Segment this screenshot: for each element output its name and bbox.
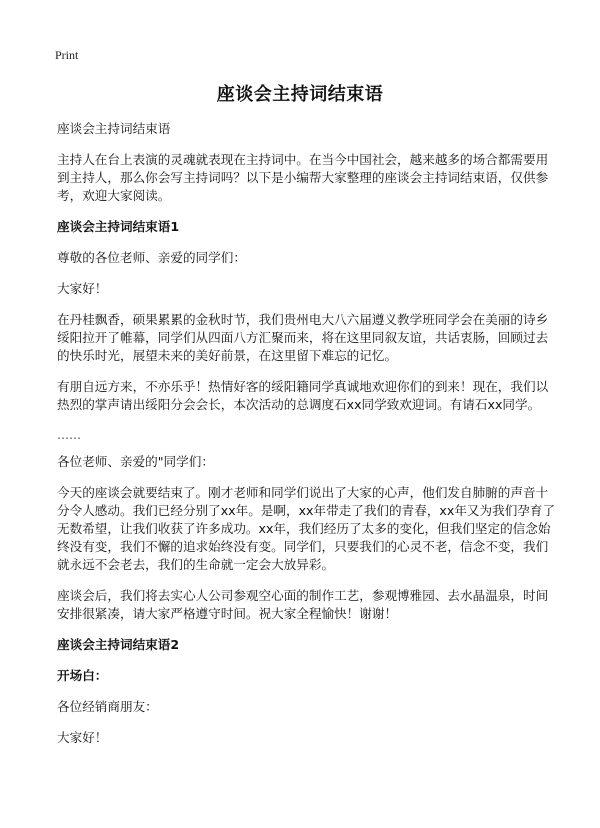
paragraph-closing: 今天的座谈会就要结束了。刚才老师和同学们说出了大家的心声，他们发自肺腑的声音十分令人感动。我们已经分别了xx年。是啊，xx年带走了我们的青春，xx年又为我们孕育了无数希望，让我们收获了许多成功。xx年，我们经历了太多的变化，但我们坚定的信念始终没有变，我们不懈的追求始终没有变。同学们，只要我们的心灵不老，信念不变，我们就永远不会老去，我们的生命就一定会大放异彩。: [57, 485, 556, 572]
ellipsis: ……: [57, 428, 81, 442]
paragraph-intro: 主持人在台上表演的灵魂就表现在主持词中。在当今中国社会，越来越多的场合都需要用到主持人，那么你会写主持词吗？以下是小编帮大家整理的座谈会主持词结束语，仅供参考，欢迎大家阅读。: [57, 152, 549, 203]
section-heading-1: 座谈会主持词结束语1: [57, 219, 180, 234]
paragraph-schedule: 座谈会后，我们将去实心人公司参观空心面的制作工艺，参观博雅园、去水晶温泉，时间安排很紧凑，请大家严格遵守时间。祝大家全程愉快！谢谢！: [57, 588, 549, 621]
paragraph-greeting: 大家好！: [57, 281, 108, 296]
paragraph-salutation: 尊敬的各位老师、亲爱的同学们：: [57, 250, 246, 265]
opening-remarks-heading: 开场白：: [57, 668, 108, 683]
print-link[interactable]: Print: [55, 48, 79, 62]
paragraph-greeting-2: 大家好！: [57, 730, 108, 745]
paragraph-opening: 在丹桂飘香，硕果累累的金秋时节，我们贵州电大八六届遵义教学班同学会在美丽的诗乡绥阳拉开了帷幕，同学们从四面八方汇聚而来，将在这里同叙友谊，共话衷肠，回顾过去的快乐时光，展望未来的美好前景，在这里留下难忘的记忆。: [57, 312, 549, 363]
paragraph-dealers: 各位经销商朋友：: [57, 699, 158, 714]
paragraph-salutation-2: 各位老师、亲爱的"同学们：: [57, 454, 214, 469]
article-body: [57, 120, 557, 760]
paragraph-subtitle: 座谈会主持词结束语: [57, 121, 171, 136]
page-title: 座谈会主持词结束语: [216, 84, 384, 105]
paragraph-welcome: 有朋自远方来，不亦乐乎！热情好客的绥阳籍同学真诚地欢迎你们的到来！现在，我们以热烈的掌声请出绥阳分会会长，本次活动的总调度石xx同学致欢迎词。有请石xx同学。: [57, 379, 549, 412]
section-heading-2: 座谈会主持词结束语2: [57, 637, 180, 652]
